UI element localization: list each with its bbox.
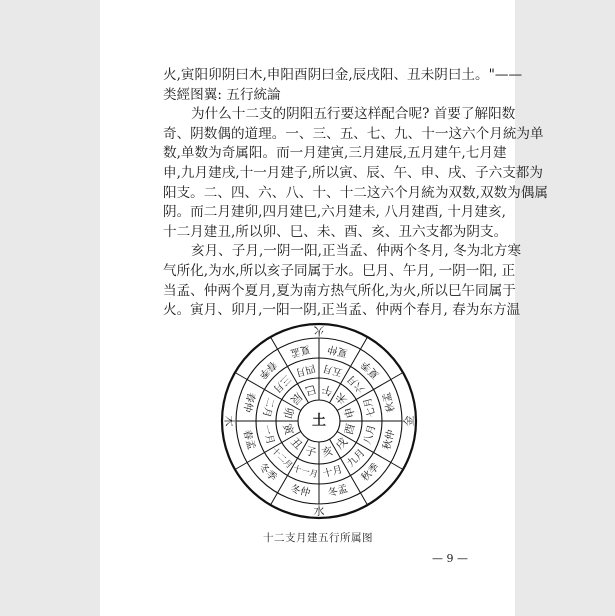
element-label: 木 [222, 415, 236, 427]
outer-divider [235, 373, 247, 380]
branch-label: 未 [333, 389, 351, 407]
outer-divider [235, 463, 247, 470]
text-line: 阳支。二、四、六、八、十、十二这六个月統为双数,双数为偶属 [163, 184, 548, 201]
month-label: 六月 [345, 372, 368, 395]
outer-divider [391, 463, 403, 470]
figure-caption: 十二支月建五行所属图 [263, 532, 373, 544]
branch-label: 亥 [320, 444, 335, 460]
branch-label: 子 [303, 444, 318, 460]
text-line: 申,九月建戌,十一月建子,所以寅、辰、午、申、戌、子六支都为 [163, 165, 543, 181]
season-label: 秋仲 [381, 428, 398, 451]
month-label: 一月 [259, 423, 276, 446]
text-line: 为什么十二支的阴阳五行要这样配合呢? 首要了解阳数 [191, 106, 516, 123]
text-line: 类經图翼: 五行統論 [163, 86, 281, 103]
month-label: 九月 [345, 447, 368, 470]
month-label: 八月 [362, 423, 379, 446]
month-label: 四月 [294, 361, 317, 378]
text-line: 阴。而二月建卯,四月建巳,六月建未, 八月建酉, 十月建亥, [163, 204, 506, 221]
season-label: 夏仲 [326, 342, 349, 359]
season-label: 冬仲 [289, 483, 312, 500]
text-line: 火。寅月、卯月,一阳一阴,正当孟、仲两个春月, 春为东方温 [163, 302, 521, 319]
branch-label: 戌 [333, 435, 351, 453]
outer-divider [271, 493, 278, 505]
text-line: 当孟、仲两个夏月,夏为南方热气所化,为火,所以巳午同属于 [163, 282, 516, 299]
outer-divider [361, 337, 368, 349]
element-label: 火 [313, 324, 325, 338]
branch-label: 午 [320, 382, 335, 398]
month-label: 五月 [321, 361, 344, 378]
month-label: 十二月 [268, 445, 295, 472]
text-line: 十二月建丑,所以卯、巳、未、酉、亥、丑六支都为阴支。 [163, 223, 508, 240]
outer-divider [361, 493, 368, 505]
text-line: 奇、阴数偶的道理。一、三、五、七、九、十一这六个月統为单 [163, 125, 544, 142]
season-label: 夏季 [359, 358, 382, 381]
month-label: 十一月 [291, 464, 319, 481]
branch-label: 卯 [280, 405, 296, 420]
element-label: 水 [313, 504, 325, 518]
text-line: 数,单数为奇属阳。而一月建寅,三月建辰,五月建午,七月建 [163, 145, 507, 162]
branch-label: 丑 [287, 435, 305, 453]
branch-label: 辰 [287, 389, 305, 407]
season-label: 春仲 [240, 391, 257, 414]
element-label: 金 [402, 415, 416, 427]
text-line: 气所化,为水,所以亥子同属于水。巳月、午月, 一阴一阳, 正 [163, 263, 516, 279]
branch-label: 巳 [303, 382, 318, 398]
page-number: — 9 — [432, 552, 468, 565]
branch-label: 申 [342, 405, 358, 420]
season-label: 夏孟 [289, 342, 312, 359]
branch-label: 酉 [342, 422, 358, 437]
season-label: 秋孟 [381, 391, 398, 414]
season-label: 秋季 [359, 461, 382, 484]
month-label: 三月 [270, 372, 293, 395]
text-line: 亥月、子月,一阴一阳,正当孟、仲两个冬月, 冬为北方寒 [191, 243, 521, 260]
outer-divider [271, 337, 278, 349]
text-line: 火,寅阳卯阴曰木,申阳酉阴曰金,辰戌阳、丑未阴曰土。"—— [163, 67, 523, 83]
month-label: 二月 [259, 396, 276, 419]
branch-label: 寅 [280, 422, 296, 437]
season-label: 冬孟 [326, 483, 349, 500]
month-label: 十月 [321, 464, 344, 481]
center-label-earth: 土 [312, 413, 326, 429]
season-label: 冬季 [256, 461, 279, 484]
season-label: 春季 [256, 358, 279, 381]
outer-divider [391, 373, 403, 380]
month-label: 七月 [362, 396, 379, 419]
season-label: 春孟 [240, 428, 257, 451]
